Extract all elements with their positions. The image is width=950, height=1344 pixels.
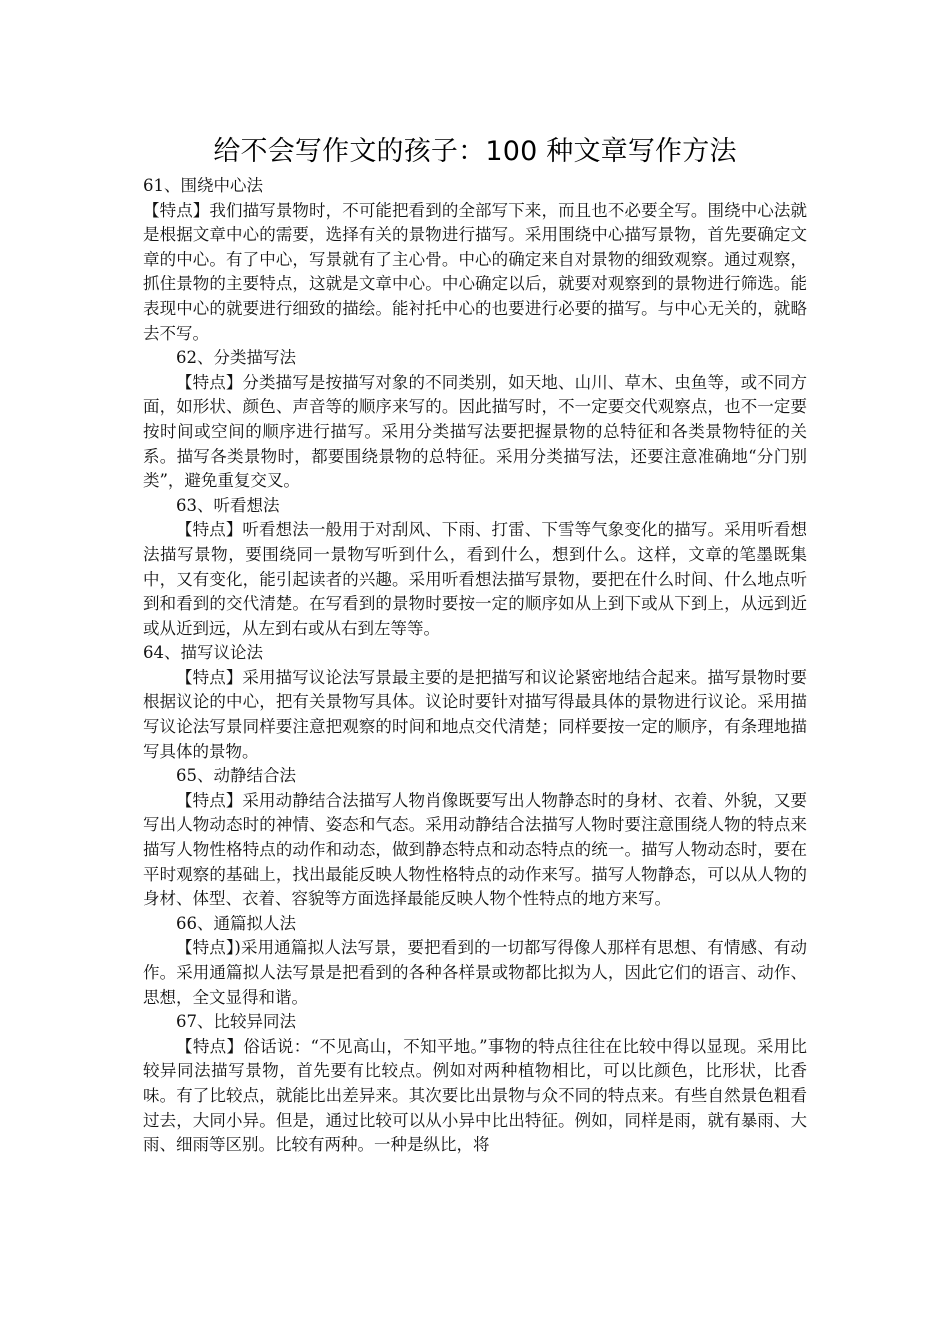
section-body: 【特点】我们描写景物时，不可能把看到的全部写下来，而且也不必要全写。围绕中心法就是根据文章中心的需要，选择有关的景物进行描写。采用围绕中心描写景物，首先要确定文章的中心。有了中心，写景就有了主心骨。中心的确定来自对景物的细致观察。通过观察，抓住景物的主要特点，这就是文章中心。中心确定以后，就要对观察到的景物进行筛选。能表现中心的就要进行细致的描绘。能衬托中心的也要进行必要的描写。与中心无关的，就略去不写。 bbox=[143, 200, 807, 343]
section-heading: 67、比较异同法 bbox=[176, 1012, 296, 1032]
document-content bbox=[143, 134, 807, 1158]
section-body: 【特点】分类描写是按描写对象的不同类别，如天地、山川、草木、虫鱼等，或不同方面，如形状、颜色、声音等的顺序来写的。因此描写时，不一定要交代观察点，也不一定要按时间或空间的顺序进行描写。采用分类描写法要把握景物的总特征和各类景物特征的关系。描写各类景物时，都要围绕景物的总特征。采用分类描写法，还要注意准确地“分门别类”，避免重复交叉。 bbox=[143, 372, 807, 491]
section-heading: 63、听看想法 bbox=[176, 495, 280, 515]
section-heading: 64、描写议论法 bbox=[143, 643, 263, 663]
section-heading: 65、动静结合法 bbox=[176, 766, 296, 786]
section-body: 【特点】采用描写议论法写景最主要的是把描写和议论紧密地结合起来。描写景物时要根据议论的中心，把有关景物写具体。议论时要针对描写得最具体的景物进行议论。采用描写议论法写景同样要注意把观察的时间和地点交代清楚；同样要按一定的顺序，有条理地描写具体的景物。 bbox=[143, 667, 807, 761]
section-body: 【特点】听看想法一般用于对刮风、下雨、打雷、下雪等气象变化的描写。采用听看想法描写景物，要围绕同一景物写听到什么，看到什么，想到什么。这样，文章的笔墨既集中，又有变化，能引起读者的兴趣。采用听看想法描写景物，要把在什么时间、什么地点听到和看到的交代清楚。在写看到的景物时要按一定的顺序如从上到下或从下到上，从远到近或从近到远，从左到右或从右到左等等。 bbox=[143, 520, 807, 638]
section-body: 【特点】俗话说：“不见高山，不知平地。”事物的特点往往在比较中得以显现。采用比较异同法描写景物，首先要有比较点。例如对两种植物相比，可以比颜色，比形状，比香味。有了比较点，就能比出差异来。其次要比出景物与众不同的特点来。有些自然景色粗看过去，大同小异。但是，通过比较可以从小异中比出特征。例如，同样是雨，就有暴雨、大雨、细雨等区别。比较有两种。一种是纵比，将 bbox=[143, 1036, 807, 1155]
document-title: 给不会写作文的孩子：100 种文章写作方法 bbox=[213, 136, 737, 167]
section-heading: 61、围绕中心法 bbox=[143, 176, 263, 195]
section-body: 【特点】采用动静结合法描写人物肖像既要写出人物静态时的身材、衣着、外貌，又要写出人物动态时的神情、姿态和气态。采用动静结合法描写人物时要注意围绕人物的特点来描写人物性格特点的动作和动态，做到静态特点和动态特点的统一。描写人物动态时，要在平时观察的基础上，找出最能反映人物性格特点的动作来写。描写人物静态，可以从人物的身材、体型、衣着、容貌等方面选择最能反映人物个性特点的地方来写。 bbox=[143, 790, 807, 909]
section-heading: 62、分类描写法 bbox=[176, 348, 296, 368]
section-heading: 66、通篇拟人法 bbox=[176, 913, 296, 933]
section-body: 【特点】)采用通篇拟人法写景，要把看到的一切都写得像人那样有思想、有情感、有动作。采用通篇拟人法写景是把看到的各种各样景或物都比拟为人，因此它们的语言、动作、思想，全文显得和谐。 bbox=[143, 938, 807, 1007]
